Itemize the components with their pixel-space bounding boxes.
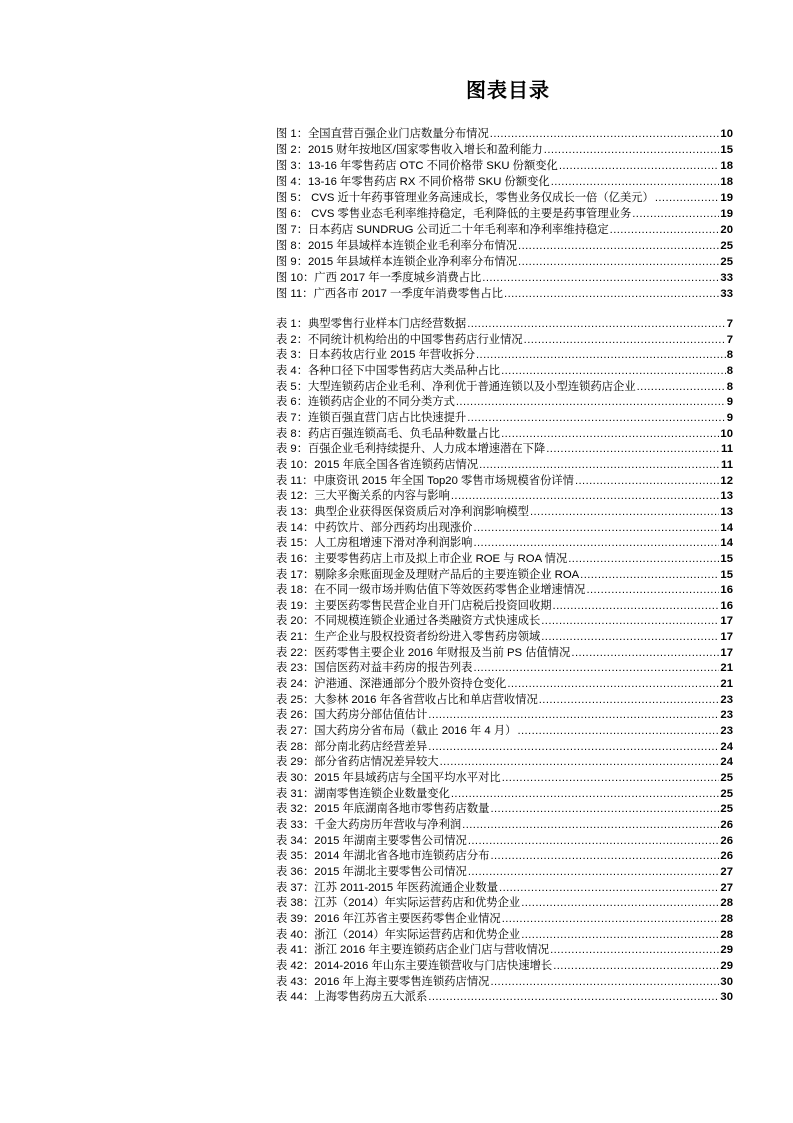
table-entry[interactable] xyxy=(276,440,733,456)
figure-entry[interactable] xyxy=(276,269,733,285)
table-entry-page: 14 xyxy=(720,521,733,534)
figure-entry-page: 19 xyxy=(720,192,733,204)
dot-leader xyxy=(551,176,720,188)
table-entry-page: 7 xyxy=(726,318,733,330)
figure-list xyxy=(276,125,733,301)
table-entry[interactable] xyxy=(276,331,733,347)
figure-entry-page: 18 xyxy=(720,176,733,188)
dot-leader xyxy=(482,272,719,284)
table-entry-label: 表 11：中康资讯 2015 年全国 Top20 零售市场规模省份详情 xyxy=(276,474,574,487)
table-entry-label: 表 2：不同统计机构给出的中国零售药店行业情况 xyxy=(276,333,523,346)
table-entry[interactable] xyxy=(276,550,733,566)
figure-entry-page: 15 xyxy=(720,144,733,156)
dot-leader xyxy=(468,866,720,878)
dot-leader xyxy=(451,788,720,800)
table-entry[interactable] xyxy=(276,738,733,754)
table-entry-label: 表 43：2016 年上海主要零售连锁药店情况 xyxy=(276,975,490,988)
table-entry-page: 24 xyxy=(720,756,733,769)
dot-leader xyxy=(490,850,719,862)
figure-entry-page: 20 xyxy=(720,224,733,236)
dot-leader xyxy=(517,725,719,737)
table-list xyxy=(276,315,733,1004)
figure-entry-label: 图 3：13-16 年零售药店 OTC 不同价格带 SKU 份额变化 xyxy=(276,160,558,172)
table-entry-label: 表 6：连锁药店企业的不同分类方式 xyxy=(276,396,455,409)
table-entry-page: 17 xyxy=(720,615,733,628)
dot-leader xyxy=(501,365,726,377)
table-entry-label: 表 15：人工房租增速下滑对净利润影响 xyxy=(276,537,473,550)
table-entry[interactable] xyxy=(276,863,733,879)
table-entry[interactable] xyxy=(276,706,733,722)
table-entry-page: 14 xyxy=(720,537,733,550)
table-entry-page: 27 xyxy=(720,881,733,894)
table-entry-page: 30 xyxy=(720,975,733,988)
dot-leader xyxy=(571,647,719,659)
table-entry[interactable] xyxy=(276,879,733,895)
table-entry[interactable] xyxy=(276,832,733,848)
table-entry[interactable] xyxy=(276,910,733,926)
figure-entry-label: 图 7：日本药店 SUNDRUG 公司近二十年毛利率和净利率维持稳定 xyxy=(276,224,609,236)
table-entry-page: 25 xyxy=(720,803,733,816)
table-entry[interactable] xyxy=(276,581,733,597)
table-entry-label: 表 29：部分省药店情况差异较大 xyxy=(276,756,439,769)
table-entry[interactable] xyxy=(276,785,733,801)
figure-entry-label: 图 6： CVS 零售业态毛利率维持稳定，毛利降低的主要是药事管理业务 xyxy=(276,208,632,220)
table-entry[interactable] xyxy=(276,894,733,910)
table-entry-page: 21 xyxy=(720,678,733,691)
table-entry[interactable] xyxy=(276,487,733,503)
dot-leader xyxy=(550,944,719,956)
table-entry-page: 11 xyxy=(721,443,733,456)
table-entry-page: 26 xyxy=(720,819,733,831)
table-entry[interactable] xyxy=(276,753,733,769)
table-entry-label: 表 34：2015 年湖南主要零售公司情况 xyxy=(276,834,467,847)
table-entry-label: 表 25：大参林 2016 年各省营收占比和单店营收情况 xyxy=(276,693,538,706)
figure-entry-label: 图 8：2015 年县域样本连锁企业毛利率分布情况 xyxy=(276,240,518,252)
dot-leader xyxy=(530,506,719,518)
table-entry-page: 7 xyxy=(726,333,733,346)
dot-leader xyxy=(521,929,719,941)
figure-entry-label: 图 1：全国直营百强企业门店数量分布情况 xyxy=(276,128,489,140)
figure-entry[interactable] xyxy=(276,253,733,269)
table-entry-label: 表 19：主要医药零售民营企业自开门店税后投资回收期 xyxy=(276,599,552,612)
dot-leader xyxy=(541,631,719,643)
dot-leader xyxy=(440,756,720,768)
table-entry[interactable] xyxy=(276,393,733,409)
table-entry[interactable] xyxy=(276,973,733,989)
table-entry[interactable] xyxy=(276,816,733,832)
table-entry-label: 表 18：在不同一级市场并购估值下等效医药零售企业增速情况 xyxy=(276,584,586,597)
dot-leader xyxy=(610,224,720,236)
table-entry-label: 表 16：主要零售药店上市及拟上市企业 ROE 与 ROA 情况 xyxy=(276,552,568,565)
dot-leader xyxy=(518,240,719,252)
table-entry-label: 表 44：上海零售药房五大派系 xyxy=(276,991,428,1004)
table-entry-label: 表 20：不同规模连锁企业通过各类融资方式快速成长 xyxy=(276,615,541,628)
dot-leader xyxy=(518,256,719,268)
table-entry-page: 28 xyxy=(720,912,733,925)
table-entry[interactable] xyxy=(276,566,733,582)
dot-leader xyxy=(544,144,720,156)
table-entry-label: 表 24：沪港通、深港通部分个股外资持仓变化 xyxy=(276,678,507,691)
table-entry-page: 8 xyxy=(726,364,733,377)
dot-leader xyxy=(546,443,720,455)
table-entry-page: 9 xyxy=(726,396,733,409)
figure-entry-page: 33 xyxy=(720,272,733,284)
dot-leader xyxy=(473,537,719,549)
table-entry-page: 26 xyxy=(720,850,733,863)
table-entry-label: 表 12：三大平衡关系的内容与影响 xyxy=(276,490,450,503)
table-entry-page: 25 xyxy=(720,787,733,800)
dot-leader xyxy=(451,490,720,502)
dot-leader xyxy=(568,553,719,565)
table-entry[interactable] xyxy=(276,612,733,628)
table-entry-label: 表 28：部分南北药店经营差异 xyxy=(276,740,428,753)
table-entry-page: 23 xyxy=(720,725,733,738)
figure-entry[interactable] xyxy=(276,173,733,189)
table-entry[interactable] xyxy=(276,926,733,942)
dot-leader xyxy=(462,819,719,831)
table-entry-label: 表 9：百强企业毛利持续提升、人力成本增速潜在下降 xyxy=(276,443,546,456)
dot-leader xyxy=(580,569,719,581)
table-entry[interactable] xyxy=(276,472,733,488)
table-entry-label: 表 3：日本药妆店行业 2015 年营收拆分 xyxy=(276,349,475,362)
table-entry[interactable] xyxy=(276,957,733,973)
figure-entry-label: 图 5： CVS 近十年药事管理业务高速成长，零售业务仅成长一倍（亿美元） xyxy=(276,192,654,204)
figure-entry[interactable] xyxy=(276,157,733,173)
table-entry-label: 表 1：典型零售行业样本门店经营数据 xyxy=(276,318,467,330)
table-entry-page: 10 xyxy=(720,427,733,440)
table-entry[interactable] xyxy=(276,519,733,535)
dot-leader xyxy=(428,709,719,721)
table-entry-label: 表 14：中药饮片、部分西药均出现涨价 xyxy=(276,521,473,534)
table-entry[interactable] xyxy=(276,941,733,957)
table-entry-page: 12 xyxy=(720,474,733,487)
dot-leader xyxy=(467,412,726,424)
dot-leader xyxy=(468,835,720,847)
table-entry-page: 28 xyxy=(720,897,733,910)
dot-leader xyxy=(502,772,720,784)
table-entry-page: 17 xyxy=(720,631,733,644)
table-entry-page: 21 xyxy=(720,662,733,675)
table-entry[interactable] xyxy=(276,675,733,691)
table-entry-label: 表 41：浙江 2016 年主要连锁药店企业门店与营收情况 xyxy=(276,944,550,957)
figure-entry-page: 18 xyxy=(720,160,733,172)
table-entry-page: 23 xyxy=(720,709,733,722)
figure-entry[interactable] xyxy=(276,221,733,237)
table-entry[interactable] xyxy=(276,534,733,550)
table-entry-page: 15 xyxy=(720,568,733,581)
figure-entry[interactable] xyxy=(276,125,733,141)
table-entry[interactable] xyxy=(276,503,733,519)
dot-leader xyxy=(507,678,719,690)
dot-leader xyxy=(541,615,719,627)
table-entry-page: 29 xyxy=(720,959,733,972)
table-entry-page: 26 xyxy=(720,834,733,847)
table-entry-label: 表 27：国大药房分省布局（截止 2016 年 4 月） xyxy=(276,725,517,738)
figure-entry-page: 25 xyxy=(720,256,733,268)
figure-entry[interactable] xyxy=(276,189,733,205)
table-entry-label: 表 26：国大药房分部估值估计 xyxy=(276,709,428,722)
table-entry[interactable] xyxy=(276,378,733,394)
dot-leader xyxy=(553,600,720,612)
table-entry[interactable] xyxy=(276,315,733,331)
table-entry-label: 表 8：药店百强连锁高毛、负毛品种数量占比 xyxy=(276,427,501,440)
dot-leader xyxy=(502,913,720,925)
figure-entry-label: 图 11：广西各市 2017 一季度年消费零售占比 xyxy=(276,288,504,300)
figure-entry-label: 图 10：广西 2017 年一季度城乡消费占比 xyxy=(276,272,482,284)
dot-leader xyxy=(524,334,726,346)
table-entry-label: 表 21：生产企业与股权投资者纷纷进入零售药房领域 xyxy=(276,631,541,644)
table-entry-page: 8 xyxy=(726,380,733,393)
dot-leader xyxy=(521,897,719,909)
table-entry[interactable] xyxy=(276,800,733,816)
dot-leader xyxy=(586,584,719,596)
figure-entry[interactable] xyxy=(276,141,733,157)
table-entry-label: 表 40：浙江（2014）年实际运营药店和优势企业 xyxy=(276,928,521,941)
dot-leader xyxy=(428,991,719,1003)
table-entry-label: 表 42：2014-2016 年山东主要连锁营收与门店快速增长 xyxy=(276,959,553,972)
table-entry-page: 27 xyxy=(720,865,733,878)
table-entry[interactable] xyxy=(276,409,733,425)
table-entry[interactable] xyxy=(276,456,733,472)
table-entry-label: 表 5：大型连锁药店企业毛利、净利优于普通连锁以及小型连锁药店企业 xyxy=(276,380,636,393)
table-entry-label: 表 23：国信医药对益丰药房的报告列表 xyxy=(276,662,473,675)
table-entry-label: 表 10：2015 年底全国各省连锁药店情况 xyxy=(276,458,479,471)
table-entry-label: 表 32：2015 年底湖南各地市零售药店数量 xyxy=(276,803,490,816)
table-entry[interactable] xyxy=(276,769,733,785)
dot-leader xyxy=(473,662,719,674)
table-entry-page: 11 xyxy=(721,458,733,471)
table-entry[interactable] xyxy=(276,847,733,863)
table-entry-label: 表 22：医药零售主要企业 2016 年财报及当前 PS 估值情况 xyxy=(276,646,571,659)
dot-leader xyxy=(655,192,720,204)
figure-entry-page: 25 xyxy=(720,240,733,252)
table-entry-label: 表 37：江苏 2011-2015 年医药流通企业数量 xyxy=(276,881,499,894)
table-entry[interactable] xyxy=(276,659,733,675)
figure-entry-page: 10 xyxy=(720,128,733,140)
dot-leader xyxy=(473,522,719,534)
dot-leader xyxy=(637,381,726,393)
table-entry[interactable] xyxy=(276,722,733,738)
dot-leader xyxy=(479,459,720,471)
table-entry-page: 28 xyxy=(720,928,733,941)
table-entry-page: 29 xyxy=(720,944,733,957)
table-entry-page: 9 xyxy=(726,411,733,424)
table-entry[interactable] xyxy=(276,425,733,441)
table-entry[interactable] xyxy=(276,988,733,1004)
dot-leader xyxy=(539,694,720,706)
figure-entry[interactable] xyxy=(276,205,733,221)
table-entry-page: 23 xyxy=(720,693,733,706)
figure-entry-page: 19 xyxy=(720,208,733,220)
table-entry-page: 16 xyxy=(720,584,733,597)
dot-leader xyxy=(428,741,719,753)
table-entry-page: 13 xyxy=(720,505,733,518)
table-entry[interactable] xyxy=(276,628,733,644)
table-entry-label: 表 38：江苏（2014）年实际运营药店和优势企业 xyxy=(276,897,521,910)
table-entry-label: 表 33：千金大药房历年营收与净利润 xyxy=(276,819,462,831)
dot-leader xyxy=(476,349,726,361)
dot-leader xyxy=(501,428,719,440)
table-entry-label: 表 31：湖南零售连锁企业数量变化 xyxy=(276,787,450,800)
table-entry-label: 表 35：2014 年湖北省各地市连锁药店分布 xyxy=(276,850,490,863)
table-entry-label: 表 4：各种口径下中国零售药店大类品种占比 xyxy=(276,364,501,377)
dot-leader xyxy=(553,960,719,972)
dot-leader xyxy=(499,882,719,894)
dot-leader xyxy=(490,128,720,140)
table-entry[interactable] xyxy=(276,597,733,613)
table-entry-page: 25 xyxy=(720,772,733,785)
page-title: 图表目录 xyxy=(466,80,550,102)
dot-leader xyxy=(490,803,719,815)
dot-leader xyxy=(632,208,719,220)
dot-leader xyxy=(559,160,720,172)
table-entry-label: 表 39：2016 年江苏省主要医药零售企业情况 xyxy=(276,912,501,925)
dot-leader xyxy=(456,396,726,408)
dot-leader xyxy=(467,318,726,330)
table-entry-page: 30 xyxy=(720,991,733,1004)
figure-entry-label: 图 9：2015 年县域样本连锁企业净利率分布情况 xyxy=(276,256,518,268)
table-entry[interactable] xyxy=(276,346,733,362)
table-entry-page: 16 xyxy=(720,599,733,612)
dot-leader xyxy=(504,288,719,300)
figure-entry[interactable] xyxy=(276,285,733,301)
table-entry[interactable] xyxy=(276,362,733,378)
figure-entry[interactable] xyxy=(276,237,733,253)
dot-leader xyxy=(575,475,719,487)
table-entry-page: 15 xyxy=(720,552,733,565)
figure-entry-page: 33 xyxy=(720,288,733,300)
figure-entry-label: 图 2：2015 财年按地区/国家零售收入增长和盈利能力 xyxy=(276,144,543,156)
figure-entry-label: 图 4：13-16 年零售药店 RX 不同价格带 SKU 份额变化 xyxy=(276,176,550,188)
table-entry-page: 24 xyxy=(720,740,733,753)
table-entry-page: 17 xyxy=(720,646,733,659)
table-entry-label: 表 17：剔除多余账面现金及理财产品后的主要连锁企业 ROA xyxy=(276,568,580,581)
table-entry-label: 表 30：2015 年县域药店与全国平均水平对比 xyxy=(276,772,501,785)
dot-leader xyxy=(490,976,719,988)
table-entry[interactable] xyxy=(276,644,733,660)
table-entry[interactable] xyxy=(276,691,733,707)
table-entry-label: 表 13：典型企业获得医保资质后对净利润影响模型 xyxy=(276,505,529,518)
table-entry-page: 8 xyxy=(726,349,733,362)
table-entry-page: 13 xyxy=(720,490,733,503)
table-entry-label: 表 7：连锁百强直营门店占比快速提升 xyxy=(276,411,467,424)
table-entry-label: 表 36：2015 年湖北主要零售公司情况 xyxy=(276,865,467,878)
